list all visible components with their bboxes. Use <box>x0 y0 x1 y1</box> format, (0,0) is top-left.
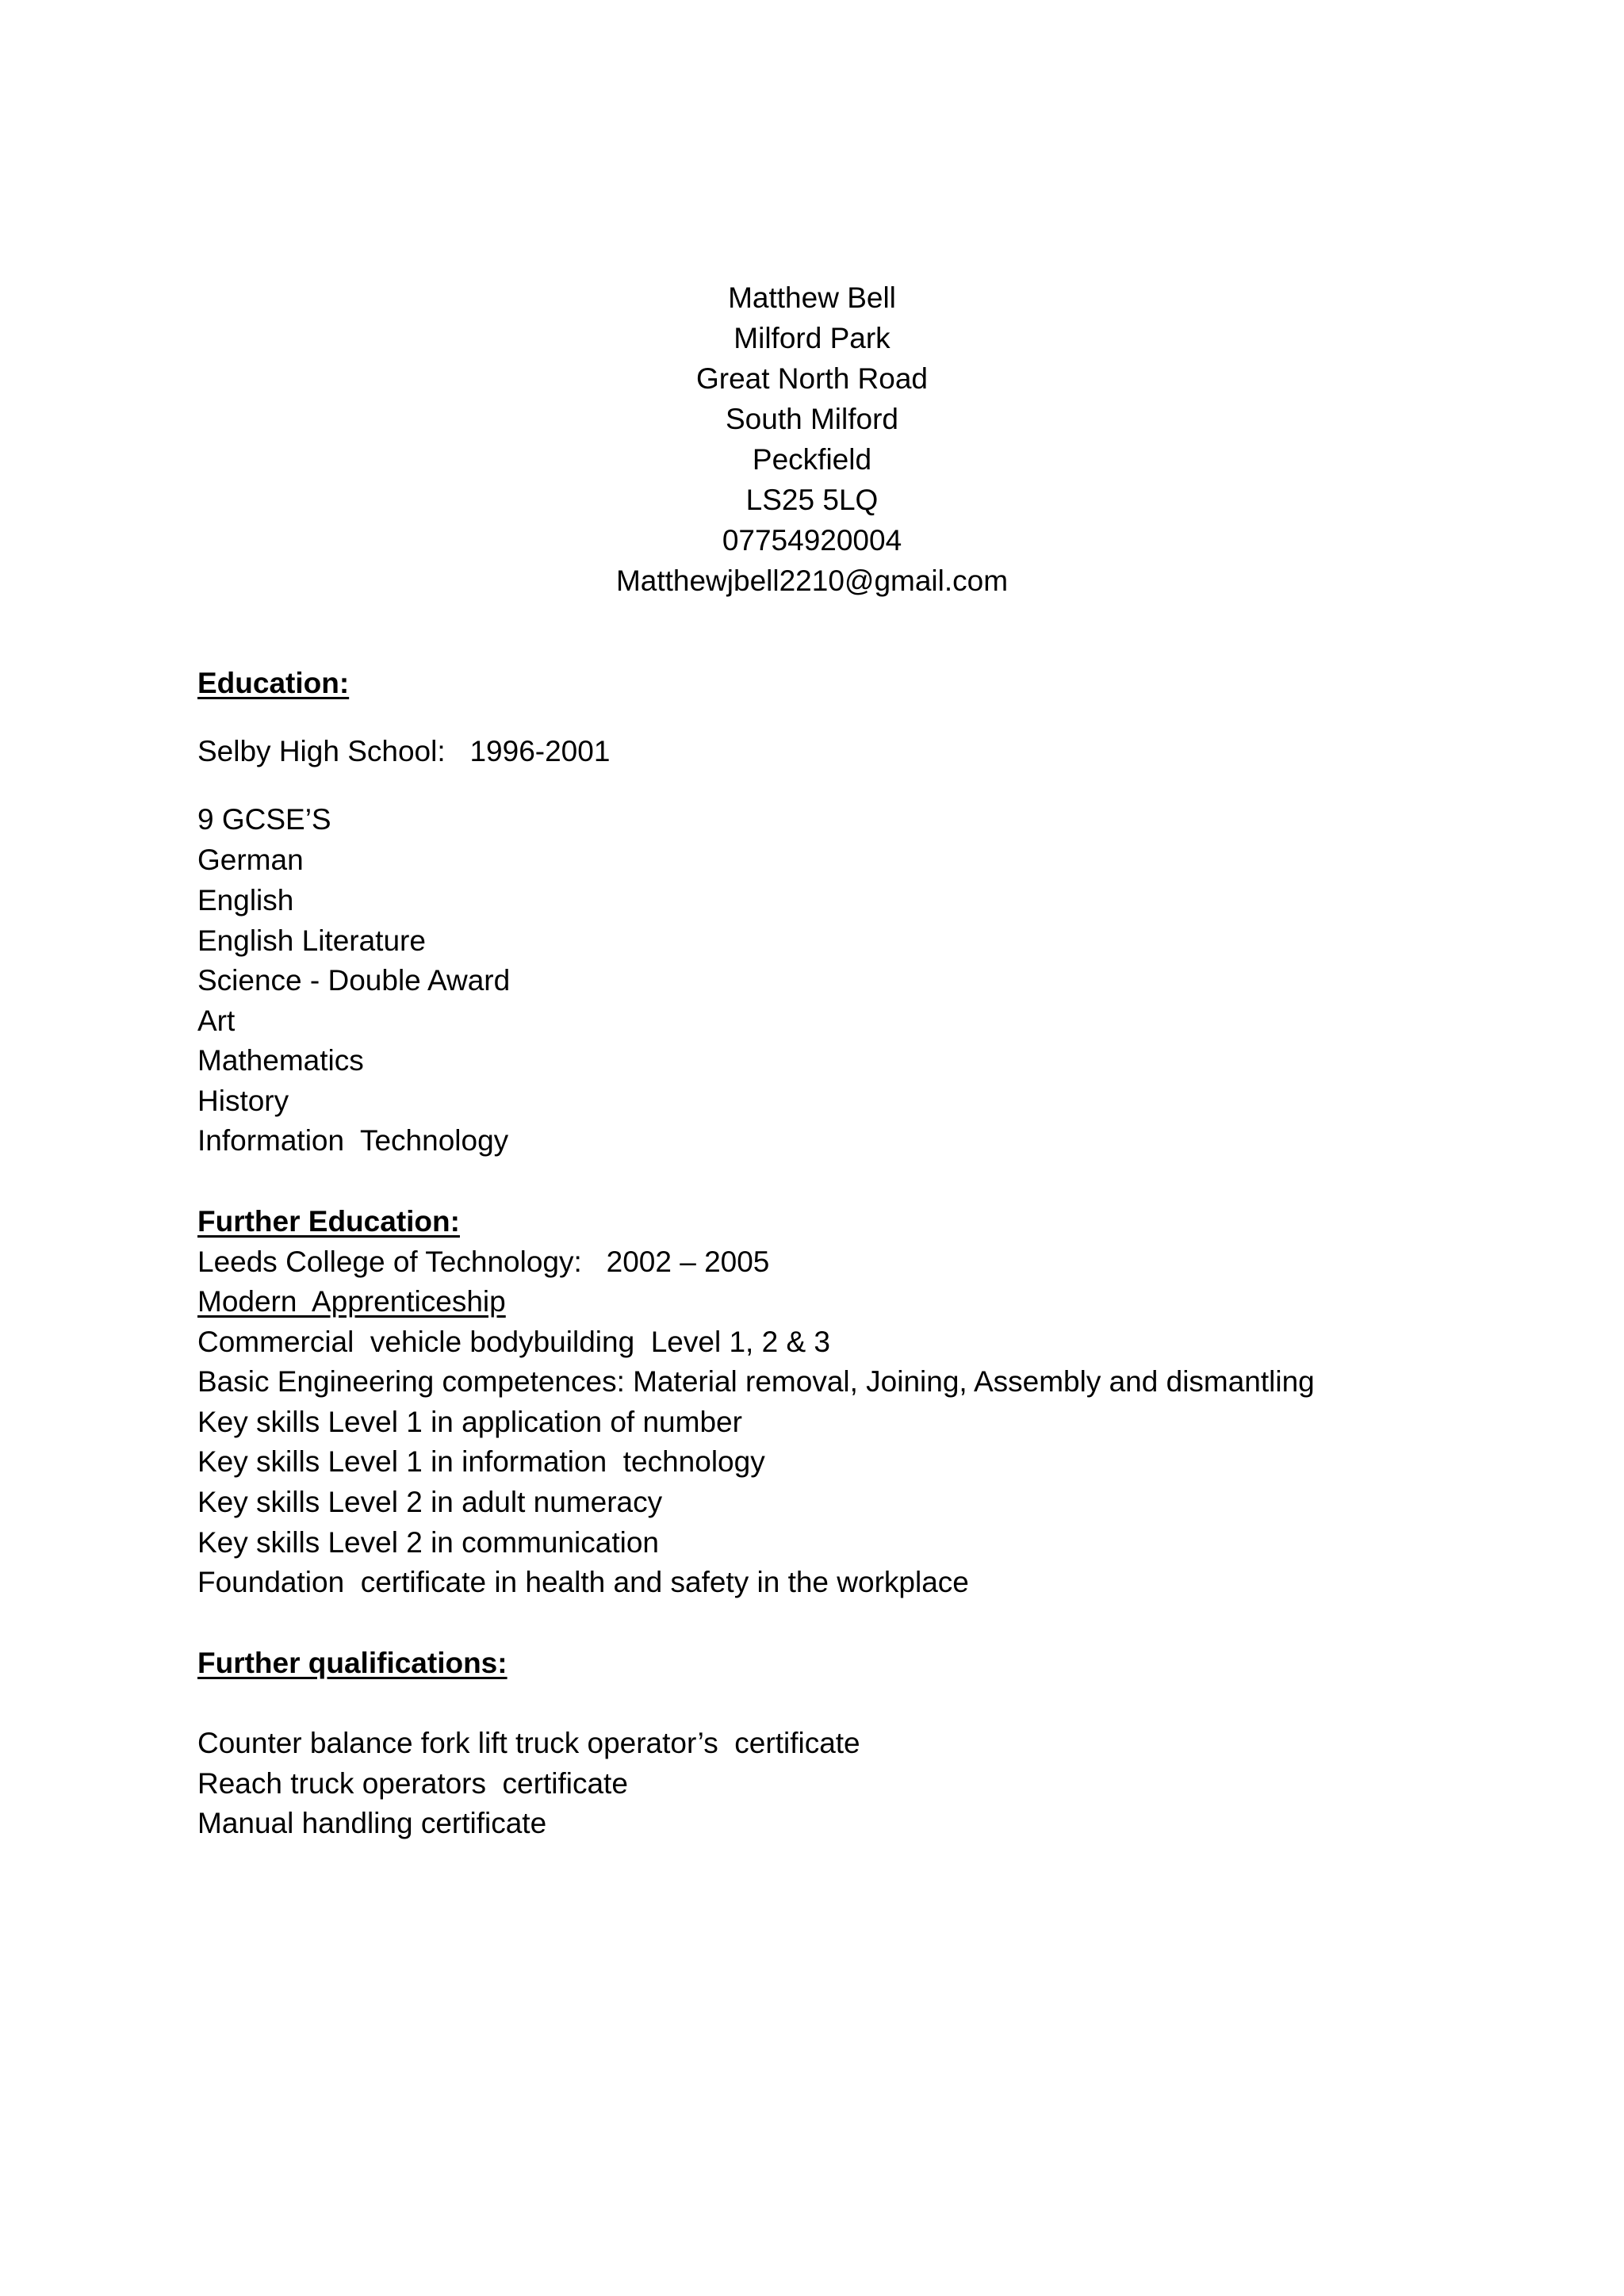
gcse-subject: Art <box>197 1004 236 1037</box>
gcse-subject: German <box>197 844 304 876</box>
qualification-item: Counter balance fork lift truck operator’s certificate <box>197 1727 860 1759</box>
further-education-item: Basic Engineering competences: Material removal, Joining, Assembly and dismantling <box>197 1365 1315 1398</box>
further-education-item: Commercial vehicle bodybuilding Level 1, 2 & 3 <box>197 1326 830 1358</box>
qualification-item: Reach truck operators certificate <box>197 1767 628 1800</box>
further-education-item: Key skills Level 2 in communication <box>197 1526 659 1559</box>
contact-address-line-2: Great North Road <box>695 362 929 395</box>
contact-block <box>0 277 1624 601</box>
further-qualifications-heading: Further qualifications: <box>197 1647 508 1679</box>
contact-email: Matthewjbell2210@gmail.com <box>615 564 1009 597</box>
gcse-subject: Mathematics <box>197 1044 364 1077</box>
qualification-item: Manual handling certificate <box>197 1807 547 1839</box>
gcse-title: 9 GCSE’S <box>197 803 331 836</box>
education-heading: Education: <box>197 667 350 699</box>
gcse-subject: History <box>197 1085 289 1117</box>
apprenticeship-title: Modern Apprenticeship <box>197 1285 506 1318</box>
further-education-item: Key skills Level 1 in application of number <box>197 1406 742 1438</box>
contact-name: Matthew Bell <box>728 281 896 314</box>
contact-town: Peckfield <box>752 443 872 476</box>
further-education-item: Foundation certificate in health and safety in the workplace <box>197 1566 969 1598</box>
gcse-subject: English <box>197 884 294 916</box>
further-education-item: Key skills Level 2 in adult numeracy <box>197 1486 663 1518</box>
further-education-heading: Further Education: <box>197 1205 460 1238</box>
gcse-subject: Science - Double Award <box>197 964 511 997</box>
contact-address-line-1: Milford Park <box>733 322 891 354</box>
contact-phone: 07754920004 <box>722 524 902 557</box>
further-education-item: Key skills Level 1 in information technology <box>197 1445 765 1478</box>
gcse-subject: English Literature <box>197 924 426 957</box>
gcse-subject: Information Technology <box>197 1124 509 1157</box>
contact-postcode: LS25 5LQ <box>745 484 879 516</box>
contact-address-line-3: South Milford <box>726 403 898 435</box>
college-line: Leeds College of Technology: 2002 – 2005 <box>197 1246 770 1278</box>
school-line: Selby High School: 1996-2001 <box>197 735 611 767</box>
